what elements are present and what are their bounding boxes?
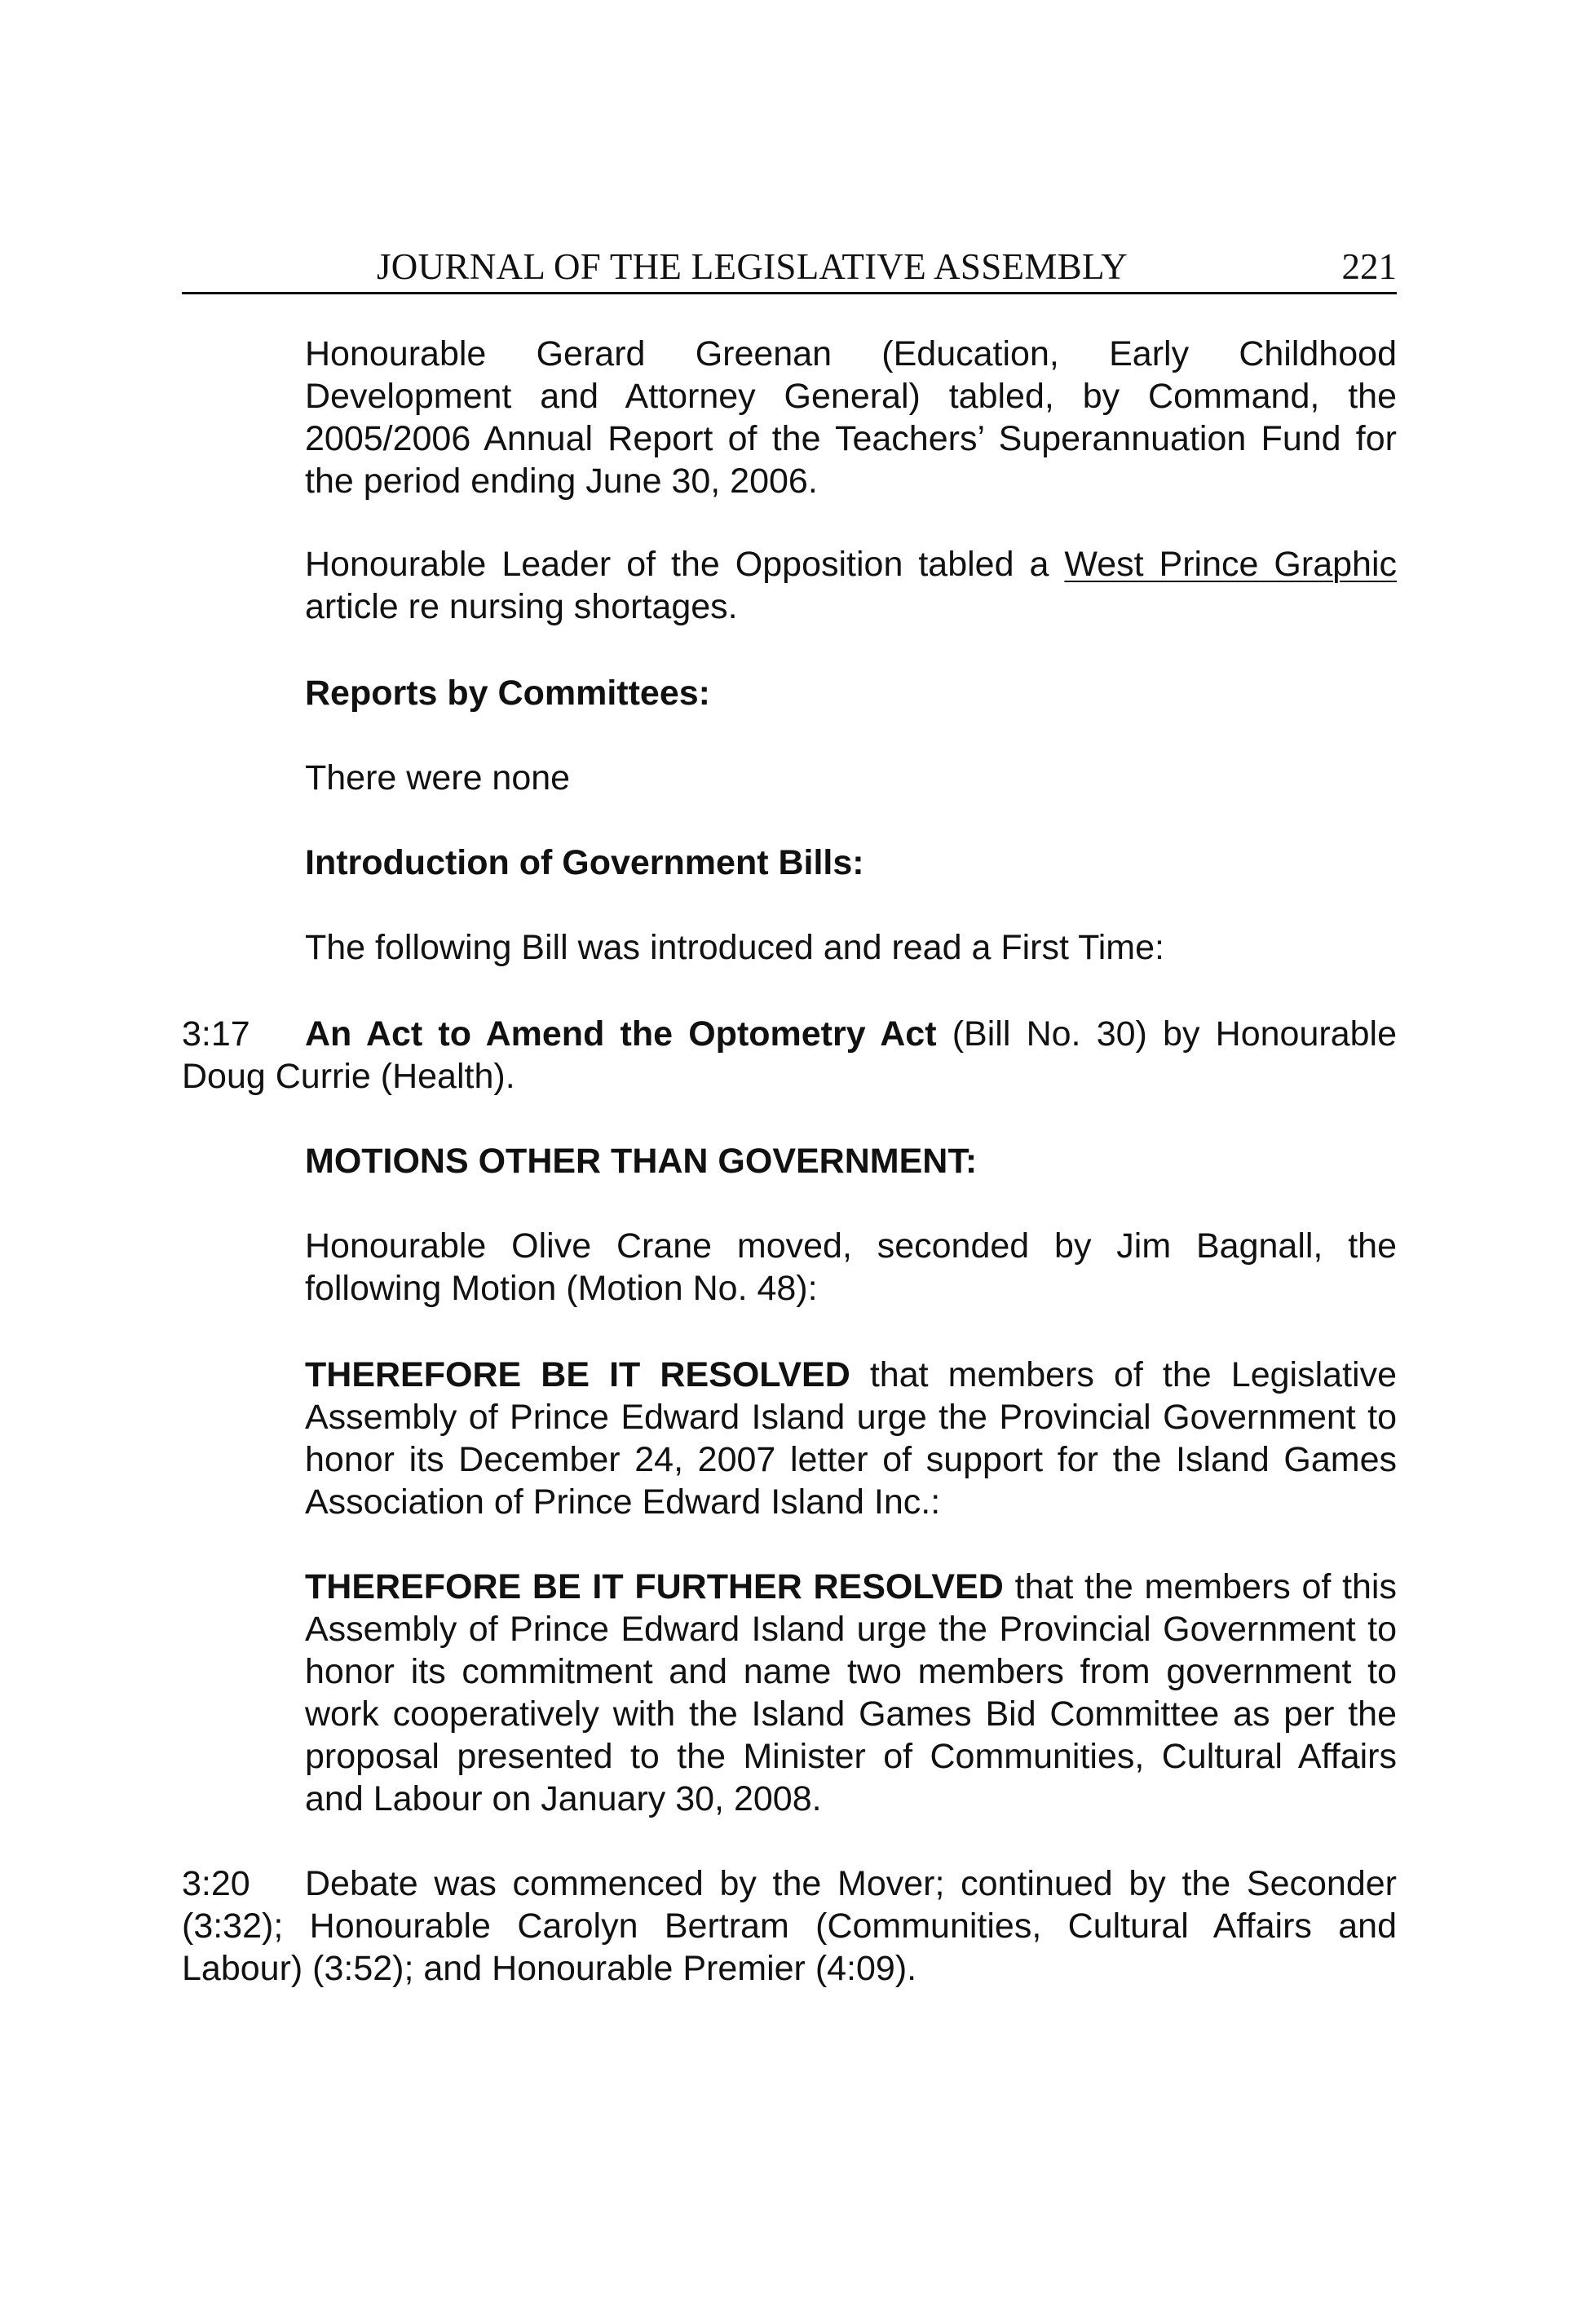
tabling-paragraph-greenan (305, 333, 1397, 502)
page-header (182, 241, 1397, 294)
motion-intro: Honourable Olive Crane moved, seconded by Jim Bagnall, the following Motion (Motion No. 48): (305, 1226, 1397, 1308)
bill-title: An Act to Amend the Optometry Act (305, 1014, 937, 1054)
tabling-greenan-text: Honourable Gerard Greenan (Education, Early Childhood Development and Attorney General) tabled, by Command, the 2005/2006 Annual Report of the Teachers’ Superannuation Fund for the period ending June 30, 2006. (305, 334, 1397, 501)
resolved-2-text: that the members of this Assembly of Prince Edward Island urge the Provincial Government to honor its commitment and name two members from government to work cooperatively with the Island Games Bid Committee as per the proposal presented to the Minister of Communities, Cultural Affairs and Labour on January 30, 2008. (305, 1567, 1397, 1818)
resolved-2-lead: THEREFORE BE IT FURTHER RESOLVED (305, 1567, 1004, 1606)
page-number: 221 (1341, 246, 1397, 287)
motions-heading: MOTIONS OTHER THAN GOVERNMENT: (305, 1142, 978, 1181)
debate-entry (182, 1862, 1397, 1990)
tabling-paragraph-opposition (305, 543, 1397, 628)
journal-title: JOURNAL OF THE LEGISLATIVE ASSEMBLY (377, 246, 1128, 287)
resolved-1-lead: THEREFORE BE IT RESOLVED (305, 1355, 850, 1394)
debate-text: Debate was commenced by the Mover; continued by the Seconder (3:32); Honourable Carolyn Bertram (Communities, Cultural Affairs and Labour) (3:52); and Honourable Premier (4:09). (182, 1864, 1397, 1988)
resolved-clause-1 (305, 1354, 1397, 1523)
resolved-1-text: that members of the Legislative Assembly of Prince Edward Island urge the Provincial Government to honor its December 24, 2007 letter of support for the Island Games Association of Prince Edward Island Inc.: (305, 1355, 1397, 1522)
bill-entry (182, 1013, 1397, 1098)
tabling-opposition-text-end: article re nursing shortages. (305, 587, 738, 626)
resolved-clause-2 (305, 1566, 1397, 1820)
tabling-opposition-text-start: Honourable Leader of the Opposition tabled a (305, 545, 1065, 584)
bills-intro-text: The following Bill was introduced and read a First Time: (305, 928, 1164, 967)
reports-none-text: There were none (305, 758, 571, 797)
debate-time: 3:20 (182, 1864, 250, 1903)
bill-details: (Bill No. 30) by Honourable Doug Currie (Health). (182, 1014, 1397, 1096)
reports-by-committees-heading: Reports by Committees: (305, 674, 710, 713)
west-prince-graphic-title: West Prince Graphic (1064, 545, 1397, 584)
bill-time: 3:17 (182, 1014, 250, 1054)
government-bills-heading: Introduction of Government Bills: (305, 843, 864, 882)
